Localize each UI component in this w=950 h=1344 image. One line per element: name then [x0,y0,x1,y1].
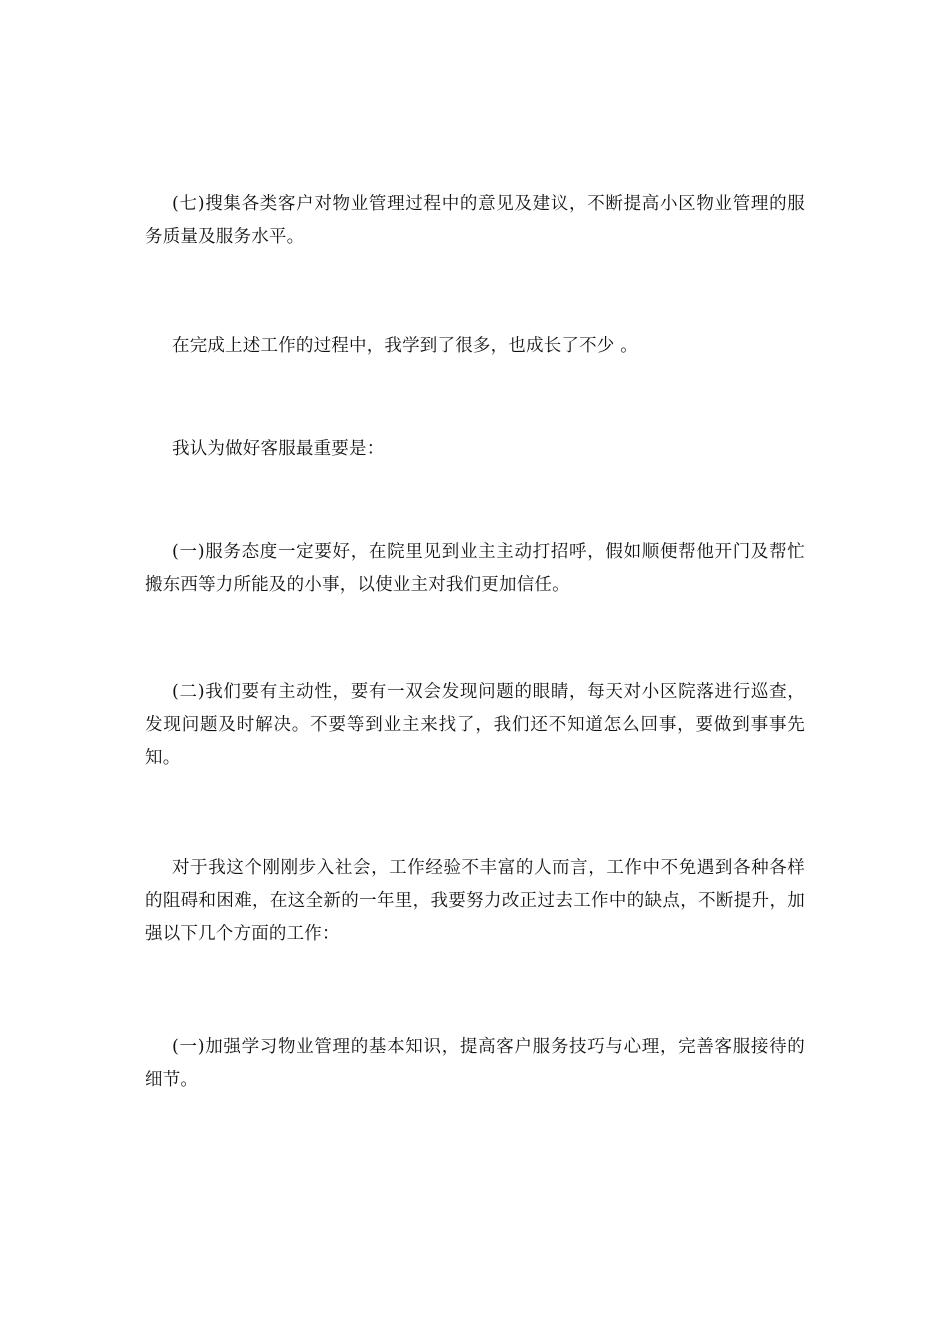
paragraph-collect-feedback: (七)搜集各类客户对物业管理过程中的意见及建议，不断提高小区物业管理的服务质量及服务水平。 [145,194,805,247]
paragraph-service-attitude: (一)服务态度一定要好，在院里见到业主主动打招呼，假如顺便帮他开门及帮忙搬东西等力所能及的小事，以使业主对我们更加信任。 [145,542,805,595]
paragraph-new-year-goals: 对于我这个刚刚步入社会，工作经验不丰富的人而言，工作中不免遇到各种各样的阻碍和困难，在这全新的一年里，我要努力改正过去工作中的缺点，不断提升，加强以下几个方面的工作： [145,858,805,944]
paragraph-strengthen-learning: (一)加强学习物业管理的基本知识，提高客户服务技巧与心理，完善客服接待的细节。 [145,1037,805,1090]
paragraph-initiative: (二)我们要有主动性，要有一双会发现问题的眼睛，每天对小区院落进行巡查，发现问题及时解决。不要等到业主来找了，我们还不知道怎么回事，要做到事事先知。 [145,682,805,768]
paragraph-learned-much: 在完成上述工作的过程中，我学到了很多，也成长了不少 。 [172,336,638,356]
paragraph-most-important-intro: 我认为做好客服最重要是： [172,439,385,459]
